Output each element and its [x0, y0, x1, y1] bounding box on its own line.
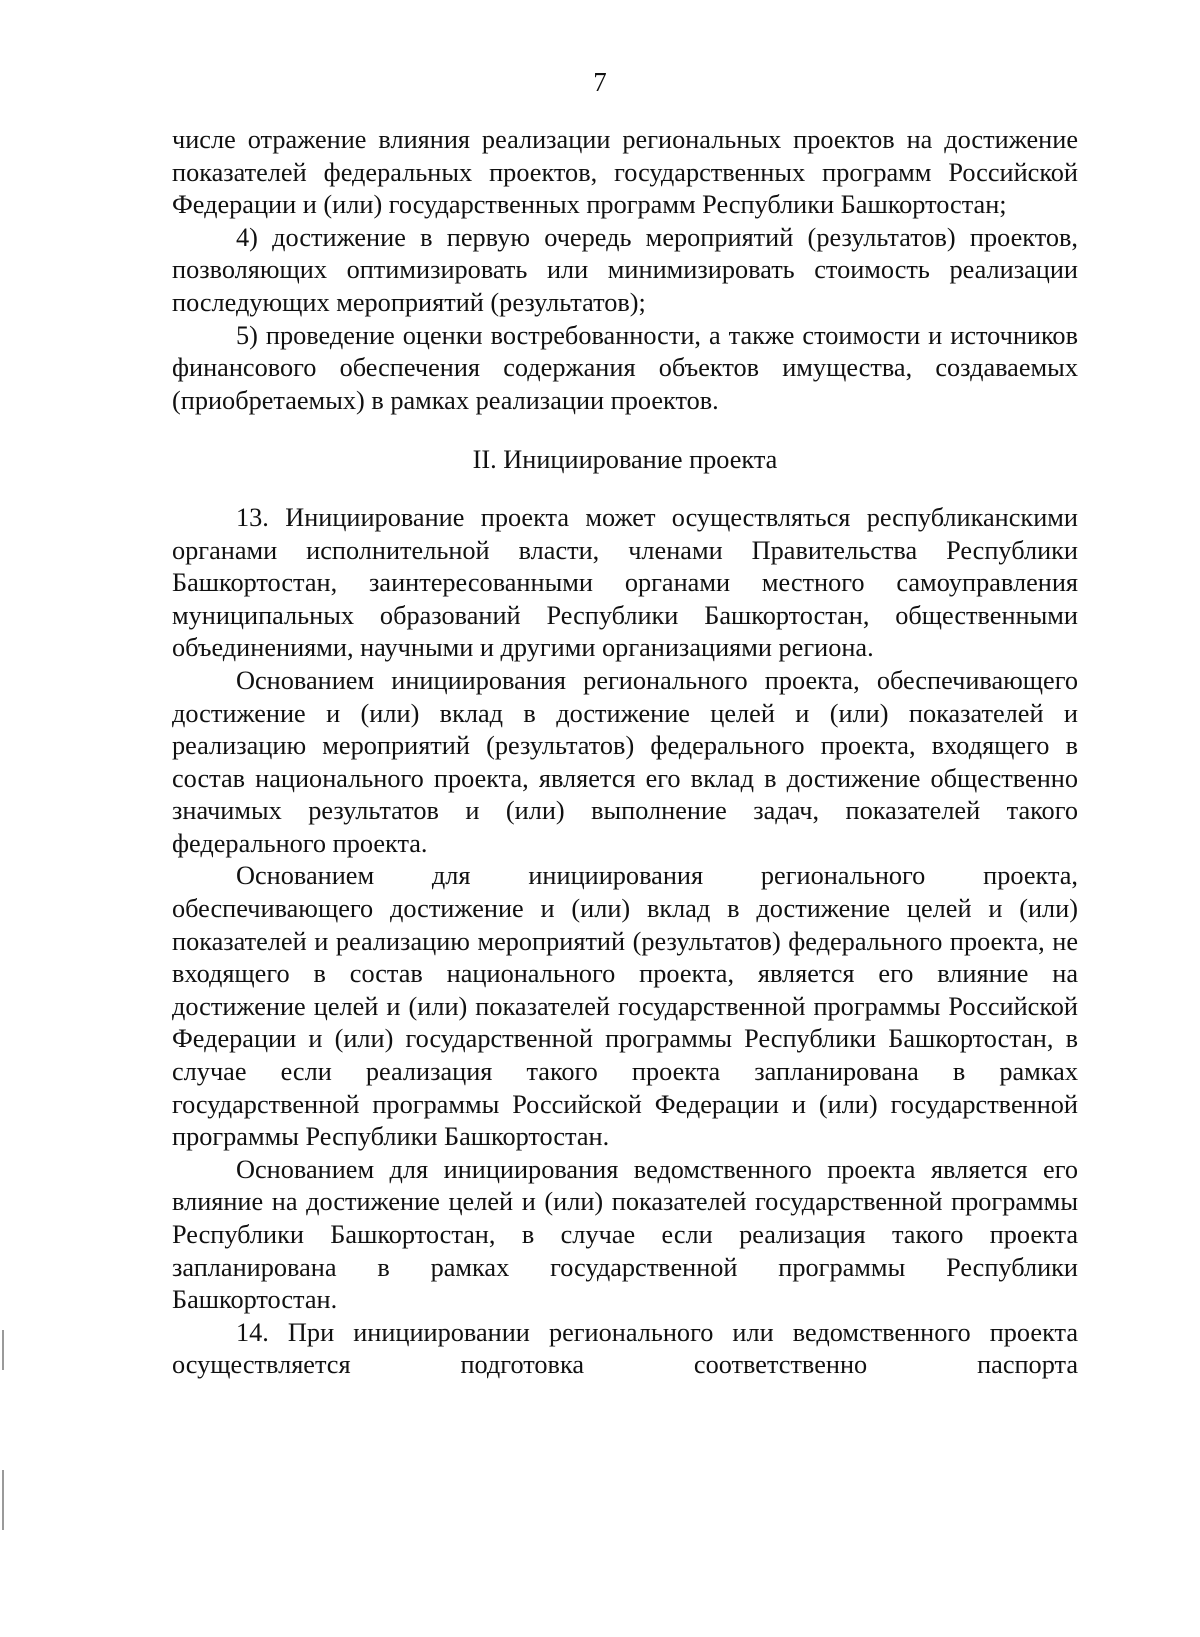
clause-14: 14. При инициировании регионального или ведомственного проекта осуществляется подготовка соответственно паспорта: [172, 1317, 1078, 1380]
page-number: 7: [593, 67, 607, 97]
list-item-5: 5) проведение оценки востребованности, а также стоимости и источников финансового обеспечения содержания объектов имущества, создаваемых (приобретаемых) в рамках реализации проектов.: [172, 320, 1078, 415]
paragraph: Основанием для инициирования регионального проекта, обеспечивающего достижение и (или) вклад в достижение целей и (или) показателей и реализацию мероприятий (результатов) федерального проекта, не входящего в состав национального проекта, является его влияние на достижение целей и (или) показателей государственной программы Российской Федерации и (или) государственной программы Республики Башкортостан, в случае если реализация такого проекта запланирована в рамках государственной программы Российской Федерации и (или) государственной программы Республики Башкортостан.: [172, 861, 1078, 1152]
clause-13: 13. Инициирование проекта может осуществляться республиканскими органами исполнительной власти, членами Правительства Республики Башкортостан, заинтересованными органами местного самоуправления муниципальных образований Республики Башкортостан, общественными объединениями, научными и другими организациями региона.: [172, 502, 1078, 663]
paragraph: Основанием инициирования регионального проекта, обеспечивающего достижение и (или) вклад в достижение целей и (или) показателей и реализацию мероприятий (результатов) федерального проекта, входящего в состав национального проекта, является его вклад в достижение общественно значимых результатов и (или) выполнение задач, показателей такого федерального проекта.: [172, 665, 1078, 858]
section-heading: II. Инициирование проекта: [472, 445, 778, 475]
scan-margin-mark: [2, 1330, 4, 1370]
document-body: [172, 124, 1078, 1382]
paragraph: Основанием для инициирования ведомственного проекта является его влияние на достижение целей и (или) показателей государственной программы Республики Башкортостан, в случае если реализация такого проекта запланирована в рамках государственной программы Республики Башкортостан.: [172, 1154, 1078, 1315]
scan-margin-mark: [2, 1470, 4, 1530]
paragraph: числе отражение влияния реализации региональных проектов на достижение показателей федеральных проектов, государственных программ Российской Федерации и (или) государственных программ Республики Башкортостан;: [172, 125, 1078, 220]
list-item-4: 4) достижение в первую очередь мероприятий (результатов) проектов, позволяющих оптимизировать или минимизировать стоимость реализации последующих мероприятий (результатов);: [172, 222, 1078, 317]
